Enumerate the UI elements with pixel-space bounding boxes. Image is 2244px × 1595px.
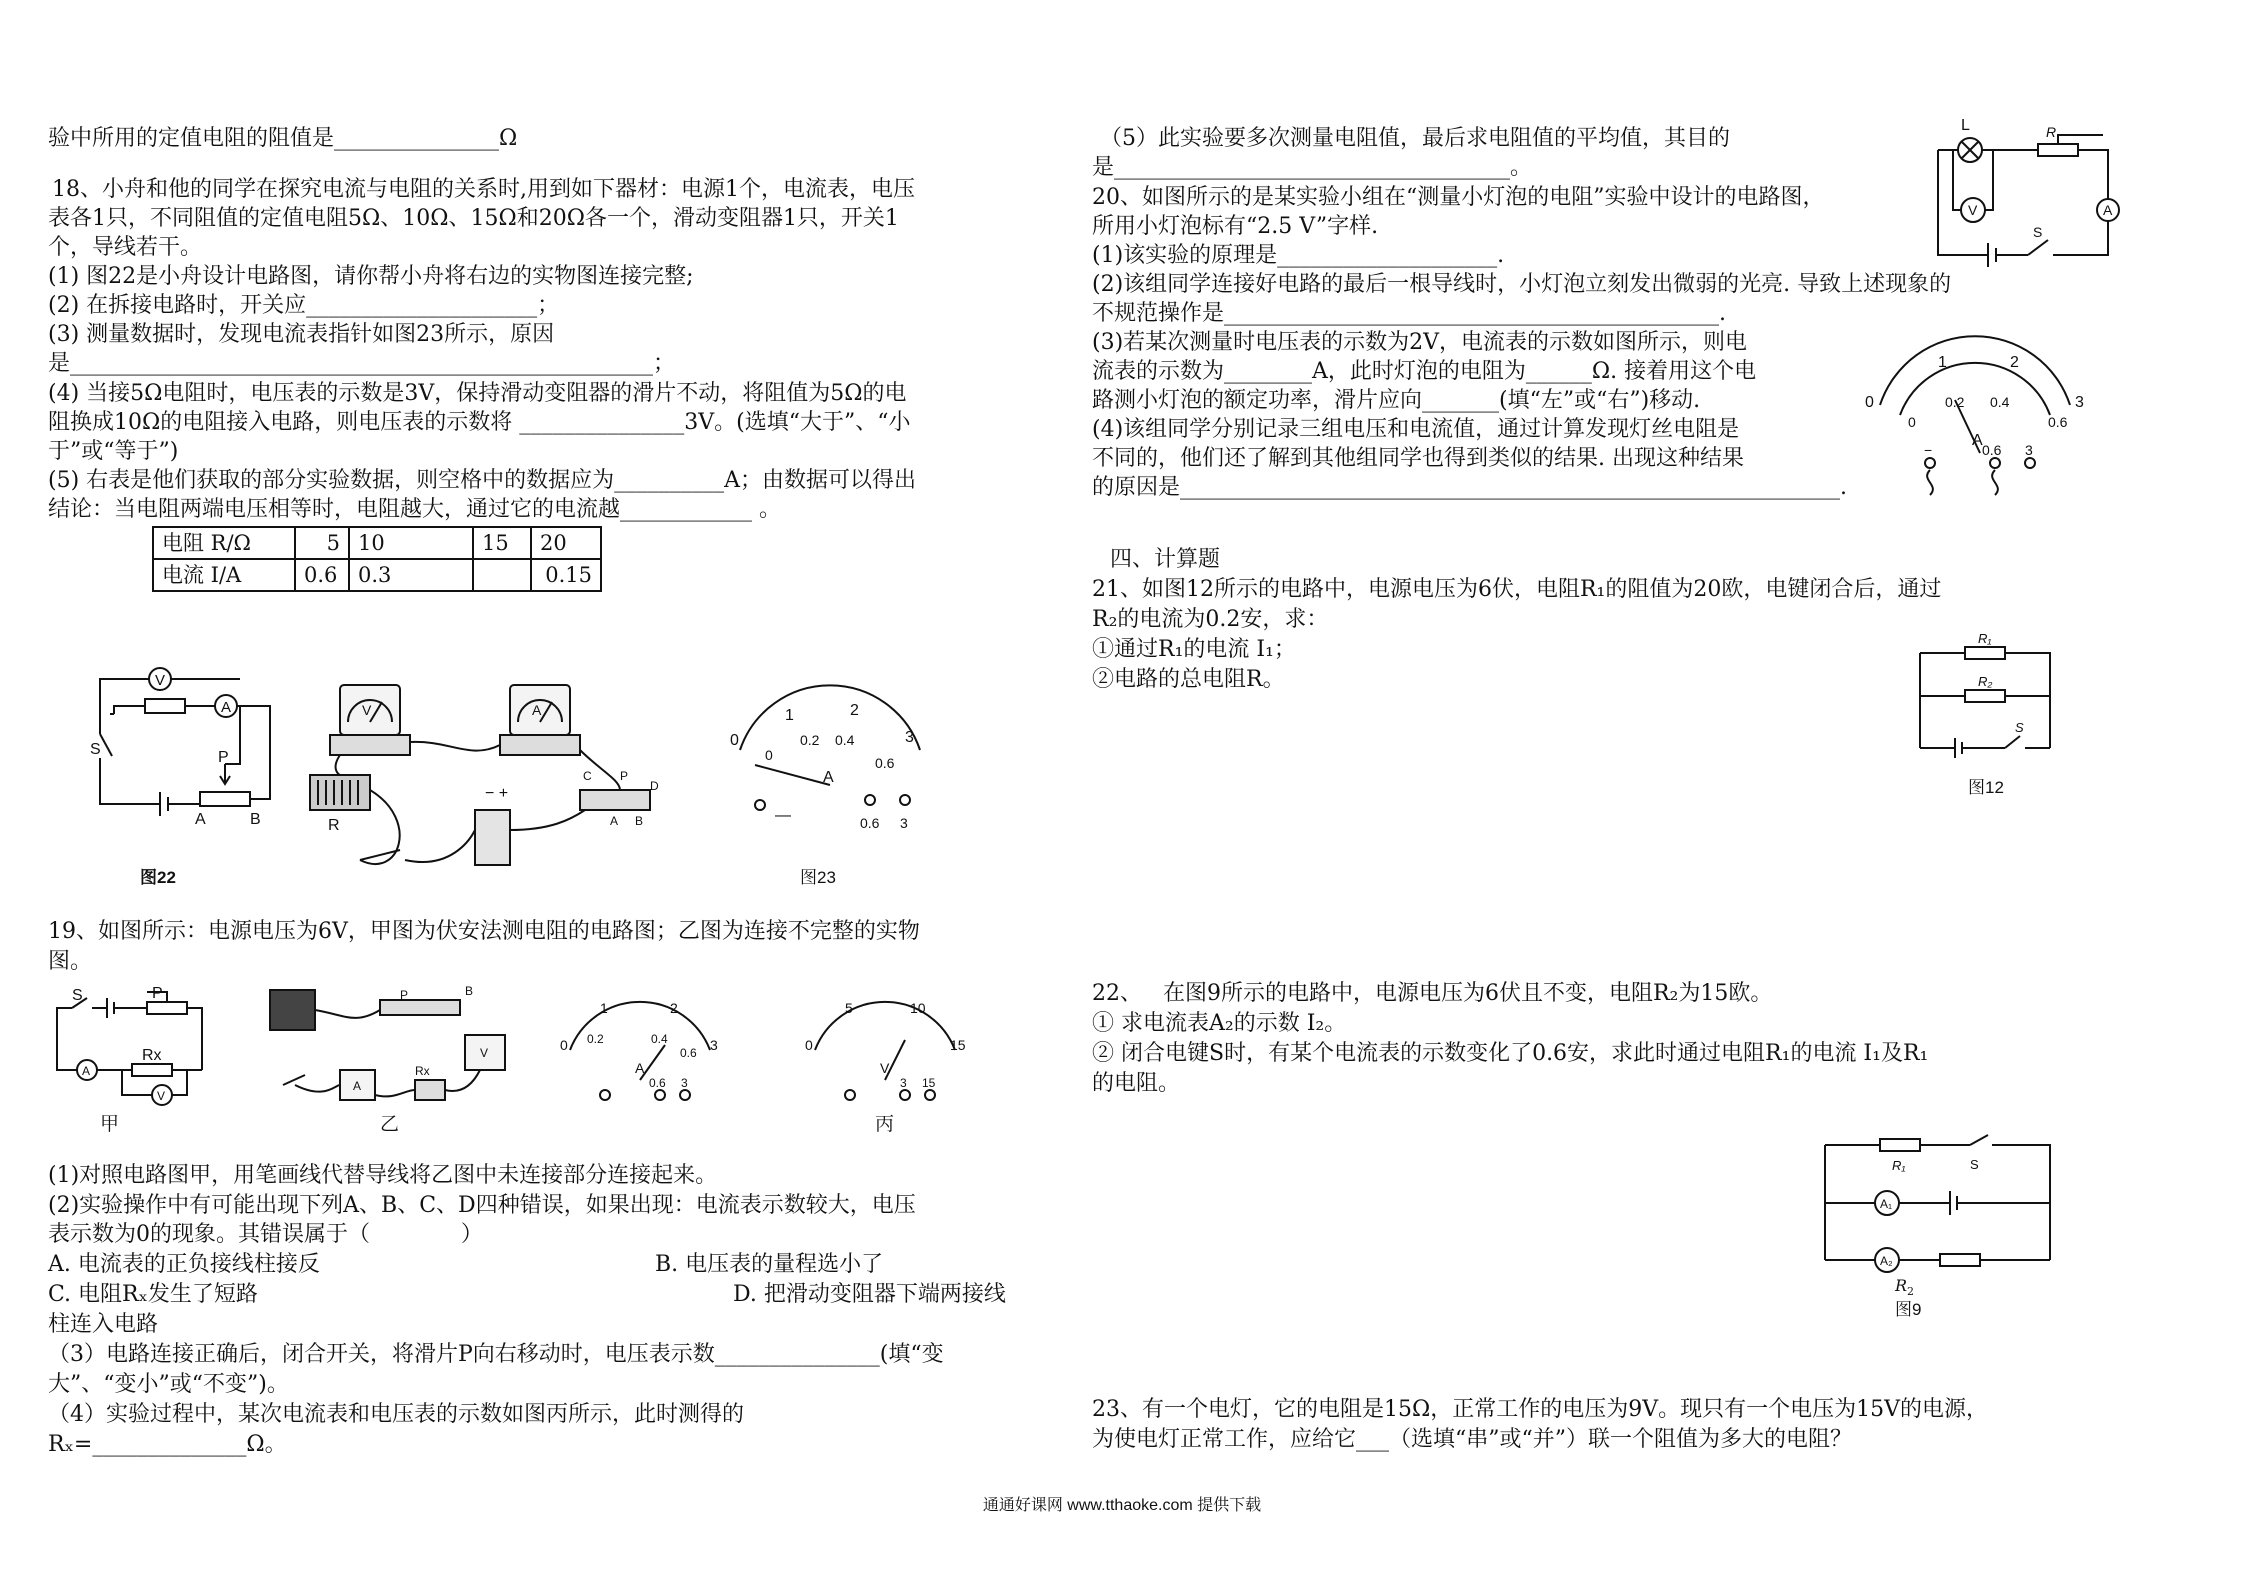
svg-text:V: V bbox=[480, 1046, 489, 1060]
q22-sub1: ① 求电流表A₂的示数 I₂。 bbox=[1092, 1011, 1347, 1036]
prev-question-end: 验中所用的定值电阻的阻值是_______________Ω bbox=[48, 126, 518, 151]
svg-text:3: 3 bbox=[905, 729, 914, 746]
figure-22-apparatus bbox=[300, 680, 680, 880]
svg-text:0: 0 bbox=[805, 1037, 813, 1053]
svg-text:0: 0 bbox=[730, 732, 739, 749]
svg-text:A₁: A₁ bbox=[1880, 1197, 1893, 1211]
svg-text:R: R bbox=[2046, 124, 2057, 140]
table-row bbox=[153, 559, 601, 591]
q20-sub3b: 流表的示数为________A，此时灯泡的电阻为______Ω. 接着用这个电 bbox=[1092, 359, 1757, 384]
q19-option-d: D. 把滑动变阻器下端两接线 bbox=[733, 1282, 1006, 1307]
q19-option-d-cont: 柱连入电路 bbox=[48, 1312, 159, 1337]
svg-text:0.6: 0.6 bbox=[875, 755, 895, 771]
q18-sub5a: (5) 右表是他们获取的部分实验数据，则空格中的数据应为__________A；由数据可以得出 bbox=[48, 468, 917, 493]
q20-sub3a: (3)若某次测量时电压表的示数为2V，电流表的示数如图所示，则电 bbox=[1092, 330, 1748, 355]
svg-text:S: S bbox=[90, 741, 101, 758]
svg-text:B: B bbox=[250, 811, 261, 828]
svg-text:A: A bbox=[353, 1079, 362, 1093]
q18-line1: 18、小舟和他的同学在探究电流与电阻的关系时,用到如下器材：电源1个，电流表，电压 bbox=[52, 177, 915, 202]
svg-text:0.2: 0.2 bbox=[587, 1032, 604, 1046]
q22-sub2b: 的电阻。 bbox=[1092, 1071, 1181, 1096]
svg-text:0.2: 0.2 bbox=[1945, 394, 1965, 410]
q21-sub1: ①通过R₁的电流 I₁； bbox=[1092, 637, 1296, 662]
q19-sub3b: 大”、“变小”或“不变”)。 bbox=[48, 1372, 289, 1397]
table-cell: 0.6 bbox=[295, 559, 349, 591]
q18-sub4b: 阻换成10Ω的电阻接入电路，则电压表的示数将 _______________3V。(选填“大于”、“小 bbox=[48, 410, 911, 435]
figure-19-yi-apparatus bbox=[265, 985, 525, 1110]
svg-text:A₂: A₂ bbox=[1880, 1254, 1893, 1268]
svg-text:1: 1 bbox=[600, 1000, 608, 1016]
svg-text:10: 10 bbox=[910, 1000, 926, 1016]
figure-22-circuit bbox=[90, 664, 280, 834]
svg-text:L: L bbox=[1961, 117, 1970, 134]
figure-23-caption: 图23 bbox=[800, 868, 836, 887]
q23-line1: 23、有一个电灯，它的电阻是15Ω，正常工作的电压为9V。现只有一个电压为15V的电源， bbox=[1092, 1397, 1988, 1422]
svg-text:A: A bbox=[220, 699, 232, 716]
svg-text:Rx: Rx bbox=[415, 1064, 430, 1078]
svg-text:A: A bbox=[823, 769, 834, 786]
table-cell: 0.3 bbox=[349, 559, 473, 591]
svg-text:2: 2 bbox=[2010, 354, 2019, 371]
svg-text:0: 0 bbox=[1865, 394, 1874, 411]
svg-text:S: S bbox=[72, 987, 83, 1004]
figure-9-caption: 图9 bbox=[1895, 1300, 1922, 1319]
svg-text:V: V bbox=[154, 672, 166, 689]
q20-sub4b: 不同的，他们还了解到其他组同学也得到类似的结果. 出现这种结果 bbox=[1092, 446, 1744, 471]
svg-text:5: 5 bbox=[845, 1000, 853, 1016]
svg-text:1: 1 bbox=[785, 707, 794, 724]
svg-text:V: V bbox=[1968, 202, 1978, 218]
svg-text:A: A bbox=[2103, 202, 2113, 218]
table-cell: 15 bbox=[473, 527, 531, 559]
svg-text:0: 0 bbox=[1908, 414, 1916, 430]
figure-20-circuit bbox=[1928, 115, 2118, 270]
svg-text:P: P bbox=[400, 988, 409, 1002]
q20-line1: 20、如图所示的是某实验小组在“测量小灯泡的电阻”实验中设计的电路图， bbox=[1092, 185, 1825, 210]
svg-text:V: V bbox=[157, 1089, 166, 1103]
figure-20-ammeter bbox=[1860, 345, 2090, 495]
svg-text:−: − bbox=[1924, 442, 1933, 458]
svg-text:0.2: 0.2 bbox=[800, 732, 820, 748]
table-row bbox=[153, 527, 601, 559]
q20-sub4c: 的原因是____________________________________________________________. bbox=[1092, 475, 1847, 500]
svg-text:0.6: 0.6 bbox=[2048, 414, 2068, 430]
q18-line3: 个，导线若干。 bbox=[48, 235, 203, 260]
svg-text:A: A bbox=[82, 1064, 91, 1078]
figure-19-label-yi: 乙 bbox=[380, 1113, 400, 1135]
q21-line1: 21、如图12所示的电路中，电源电压为6伏，电阻R₁的阻值为20欧，电键闭合后，通过 bbox=[1092, 577, 1942, 602]
svg-text:1: 1 bbox=[1938, 354, 1947, 371]
q19-sub3a: （3）电路连接正确后，闭合开关，将滑片P向右移动时，电压表示数_______________(填“变 bbox=[48, 1342, 944, 1367]
svg-text:2: 2 bbox=[850, 702, 859, 719]
svg-text:B: B bbox=[635, 814, 644, 828]
svg-text:A: A bbox=[635, 1060, 645, 1076]
svg-text:Rx: Rx bbox=[142, 1047, 162, 1064]
q19-option-c: C. 电阻Rₓ发生了短路 bbox=[48, 1282, 258, 1307]
svg-text:A: A bbox=[195, 811, 206, 828]
q19-line1: 19、如图所示：电源电压为6V，甲图为伏安法测电阻的电路图；乙图为连接不完整的实物 bbox=[48, 919, 920, 944]
svg-text:R₂: R₂ bbox=[1978, 674, 1993, 689]
q20-line2: 所用小灯泡标有“2.5 V”字样. bbox=[1092, 214, 1379, 239]
data-table bbox=[152, 526, 602, 592]
table-cell: 20 bbox=[531, 527, 601, 559]
q21-line2: R₂的电流为0.2安，求： bbox=[1092, 607, 1329, 632]
svg-text:R₁: R₁ bbox=[1892, 1158, 1906, 1173]
svg-text:3: 3 bbox=[710, 1037, 718, 1053]
svg-text:3: 3 bbox=[900, 1076, 907, 1090]
figure-9-circuit bbox=[1820, 1135, 2060, 1268]
q19-sub1: (1)对照电路图甲，用笔画线代替导线将乙图中未连接部分连接起来。 bbox=[48, 1163, 718, 1188]
svg-text:A: A bbox=[610, 814, 619, 828]
svg-text:P: P bbox=[620, 769, 629, 783]
svg-text:3: 3 bbox=[2075, 394, 2084, 411]
section-4-heading: 四、计算题 bbox=[1110, 547, 1221, 572]
svg-text:B: B bbox=[465, 984, 474, 998]
svg-text:D: D bbox=[650, 779, 659, 793]
svg-text:R: R bbox=[328, 817, 340, 834]
q23-line2: 为使电灯正常工作，应给它___（选填“串”或“并”）联一个阻值为多大的电阻？ bbox=[1092, 1427, 1852, 1452]
q18-sub3a: (3) 测量数据时，发现电流表指针如图23所示，原因 bbox=[48, 322, 555, 347]
q19-line2: 图。 bbox=[48, 949, 93, 974]
q19-sub5b: 是____________________________________。 bbox=[1092, 155, 1533, 180]
q21-sub2: ②电路的总电阻R。 bbox=[1092, 667, 1285, 692]
svg-text:0.4: 0.4 bbox=[651, 1032, 668, 1046]
svg-text:A: A bbox=[1972, 432, 1983, 449]
figure-23-ammeter bbox=[725, 690, 945, 835]
svg-text:—: — bbox=[775, 807, 791, 824]
q20-sub3c: 路测小灯泡的额定功率，滑片应向_______(填“左”或“右”)移动. bbox=[1092, 388, 1701, 413]
q18-sub5b: 结论：当电阻两端电压相等时，电阻越大，通过它的电流越____________ 。 bbox=[48, 497, 781, 522]
figure-12-caption: 图12 bbox=[1968, 778, 2004, 797]
q19-sub2a: (2)实验操作中有可能出现下列A、B、C、D四种错误，如果出现：电流表示数较大，电压 bbox=[48, 1193, 916, 1218]
q18-sub3b: 是_____________________________________________________； bbox=[48, 351, 676, 376]
q19-option-a: A. 电流表的正负接线柱接反 bbox=[48, 1252, 320, 1277]
q20-sub4a: (4)该组同学分别记录三组电压和电流值，通过计算发现灯丝电阻是 bbox=[1092, 417, 1740, 442]
table-cell: 0.15 bbox=[531, 559, 601, 591]
figure-12-circuit bbox=[1915, 628, 2055, 758]
svg-text:0.4: 0.4 bbox=[1990, 394, 2010, 410]
svg-text:0: 0 bbox=[560, 1037, 568, 1053]
q20-sub1: (1)该实验的原理是____________________. bbox=[1092, 243, 1505, 268]
figure-19-jia-circuit bbox=[52, 985, 217, 1110]
q19-option-b: B. 电压表的量程选小了 bbox=[655, 1252, 884, 1277]
svg-text:0.6: 0.6 bbox=[680, 1046, 697, 1060]
svg-text:2: 2 bbox=[670, 1000, 678, 1016]
q18-line2: 表各1只，不同阻值的定值电阻5Ω、10Ω、15Ω和20Ω各一个，滑动变阻器1只，开关1 bbox=[48, 206, 899, 231]
svg-text:V: V bbox=[880, 1060, 890, 1076]
q19-sub4a: （4）实验过程中，某次电流表和电压表的示数如图丙所示，此时测得的 bbox=[48, 1402, 744, 1427]
svg-text:− +: − + bbox=[485, 785, 509, 802]
figure-19-bing-voltmeter bbox=[800, 995, 970, 1115]
svg-text:S: S bbox=[2015, 720, 2024, 735]
svg-text:0.6: 0.6 bbox=[860, 815, 880, 831]
figure-22-caption: 图22 bbox=[140, 868, 176, 887]
q22-sub2a: ② 闭合电键S时，有某个电流表的示数变化了0.6安，求此时通过电阻R₁的电流 I₁及R₁ bbox=[1092, 1041, 1929, 1066]
svg-text:A: A bbox=[532, 702, 542, 718]
svg-text:S: S bbox=[2033, 224, 2043, 240]
figure-19-bing-ammeter bbox=[555, 995, 725, 1115]
table-cell: 5 bbox=[295, 527, 349, 559]
svg-text:0.4: 0.4 bbox=[835, 732, 855, 748]
page-footer: 通通好课网 www.tthaoke.com 提供下载 bbox=[982, 1497, 1262, 1514]
q19-sub5a: （5）此实验要多次测量电阻值，最后求电阻值的平均值，其目的 bbox=[1100, 126, 1730, 151]
q18-sub4c: 于”或“等于”) bbox=[48, 439, 179, 464]
figure-19-label-jia: 甲 bbox=[100, 1113, 120, 1135]
svg-text:S: S bbox=[1970, 1157, 1979, 1172]
svg-text:P: P bbox=[152, 985, 163, 1002]
q18-sub2: (2) 在拆接电路时，开关应_____________________； bbox=[48, 293, 560, 318]
svg-text:3: 3 bbox=[2025, 442, 2033, 458]
svg-text:0.6: 0.6 bbox=[1982, 442, 2002, 458]
q20-sub2a: (2)该组同学连接好电路的最后一根导线时，小灯泡立刻发出微弱的光亮. 导致上述现象的 bbox=[1092, 272, 1952, 297]
q20-sub2b: 不规范操作是_____________________________________________. bbox=[1092, 301, 1726, 326]
q19-sub4b: Rₓ=______________Ω。 bbox=[48, 1432, 287, 1457]
table-cell bbox=[473, 559, 531, 591]
svg-text:15: 15 bbox=[922, 1076, 936, 1090]
table-cell: 电流 I/A bbox=[153, 559, 295, 591]
svg-text:C: C bbox=[583, 769, 592, 783]
svg-text:15: 15 bbox=[950, 1037, 966, 1053]
svg-text:P: P bbox=[218, 749, 229, 766]
svg-text:0: 0 bbox=[765, 747, 773, 763]
svg-text:R₁: R₁ bbox=[1978, 631, 1992, 646]
svg-text:V: V bbox=[362, 702, 372, 718]
table-cell: 电阻 R/Ω bbox=[153, 527, 295, 559]
table-cell: 10 bbox=[349, 527, 473, 559]
svg-text:3: 3 bbox=[681, 1076, 688, 1090]
figure-9-r2-label: $R_2$ bbox=[1895, 1276, 1915, 1299]
q18-sub4a: (4) 当接5Ω电阻时，电压表的示数是3V，保持滑动变阻器的滑片不动，将阻值为5Ω的电 bbox=[48, 381, 907, 406]
svg-text:3: 3 bbox=[900, 815, 908, 831]
svg-text:0.6: 0.6 bbox=[649, 1076, 666, 1090]
q19-sub2b: 表示数为0的现象。其错误属于（ ） bbox=[48, 1222, 483, 1247]
figure-19-label-bing: 丙 bbox=[875, 1113, 895, 1135]
q22-line1: 22、 在图9所示的电路中，电源电压为6伏且不变，电阻R₂为15欧。 bbox=[1092, 981, 1773, 1006]
q18-sub1: (1) 图22是小舟设计电路图，请你帮小舟将右边的实物图连接完整; bbox=[48, 264, 694, 289]
